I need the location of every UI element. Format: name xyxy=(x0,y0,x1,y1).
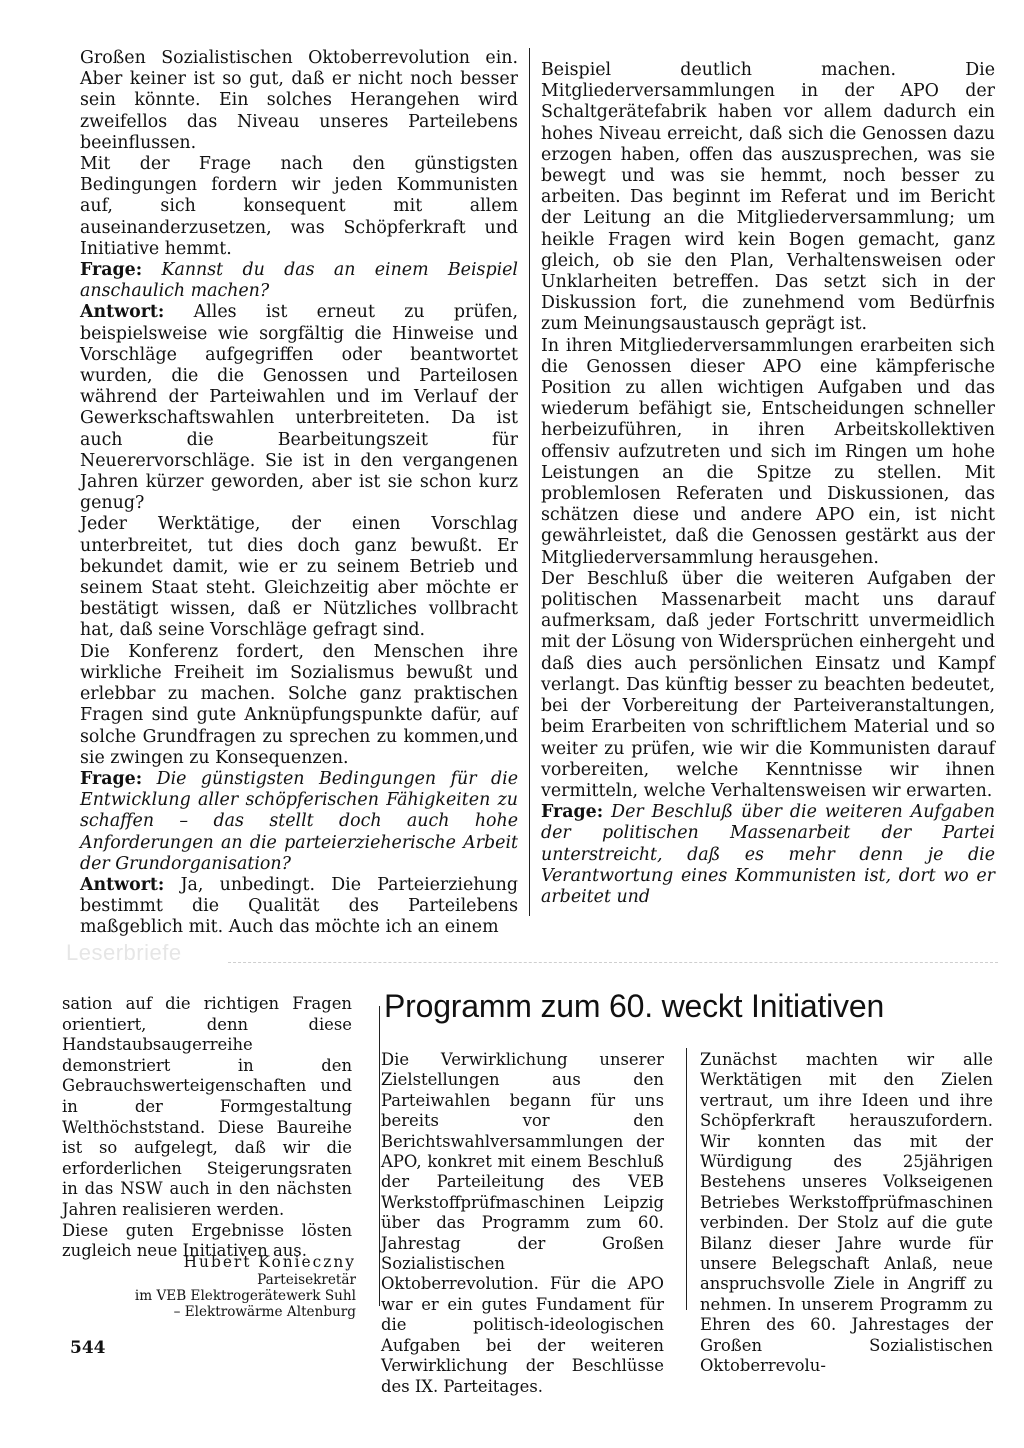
answer-label: Antwort: xyxy=(80,874,165,895)
answer-text: Alles ist erneut zu prüfen, beispielsweise wie sorgfältig die Hinweise und Vorschläge aufgegriffen oder beantwortet wurden, die die Genossen und Parteilosen während der Parteiwahlen und im Verlauf der Gewerkschaftswahlen unterbreiteten. Da ist auch die Bearbeitungszeit für Neuerervorschläge. Sie ist in den vergangenen Jahren kürzer geworden, aber ist sie schon kurz genug? xyxy=(80,302,518,514)
paragraph: Mit der Frage nach den günstigsten Bedingungen fordern wir jeden Kommunisten auf, sich konsequent mit allem auseinanderzusetzen, was Schöpferkraft und Initiative hemmt. xyxy=(80,154,518,259)
article-column-right xyxy=(541,60,995,908)
article-headline: Programm zum 60. weckt Initiativen xyxy=(384,988,885,1024)
author-affiliation: im VEB Elektrogerätewerk Suhl xyxy=(134,1288,356,1304)
question-label: Frage: xyxy=(541,802,604,823)
question-paragraph xyxy=(80,769,518,875)
question-label: Frage: xyxy=(80,768,143,789)
author-affiliation: – Elektrowärme Altenburg xyxy=(173,1304,356,1320)
paragraph: Jeder Werktätige, der einen Vorschlag unterbreitet, tut dies doch ganz bewußt. Er bekundet damit, wie er zu seinem Betrieb und seinem Staat steht. Gleichzeitig aber möchte er bestätigt wissen, daß er Nützliches vollbracht hat, daß seine Vorschläge gefragt sind. xyxy=(80,514,518,641)
article-column-left xyxy=(80,48,518,939)
column-divider xyxy=(686,1048,687,1310)
letter-column xyxy=(700,1050,993,1377)
paragraph: Zunächst machten wir alle Werktätigen mit den Zielen vertraut, um ihre Ideen und ihre Schöpferkraft herauszufordern. Wir konnten das mit der Würdigung des 25jährigen Bestehens unseres Volkseigenen Betriebes Werkstoffprüfmaschinen verbinden. Der Stolz auf die gute Bilanz dieser Jahre wurde für unsere Belegschaft Anlaß, neue anspruchsvolle Ziele in Angriff zu nehmen. In unserem Programm zu Ehren des 60. Jahrestages der Großen Sozialistischen Oktoberrevolu- xyxy=(700,1050,993,1376)
letter-column xyxy=(62,994,352,1262)
column-divider xyxy=(529,48,530,916)
paragraph: Die Konferenz fordert, den Menschen ihre wirkliche Freiheit im Sozialismus bewußt und erlebbar zu machen. Solche ganz praktischen Fragen sind gute Anknüpfungspunkte dafür, auf solche Grundfragen zu sprechen zu kommen,und sie zwingen zu Konsequenzen. xyxy=(80,641,518,768)
question-paragraph xyxy=(80,260,518,302)
paragraph: Der Beschluß über die weiteren Aufgaben der politischen Massenarbeit macht uns darauf aufmerksam, daß jeder Fortschritt unvermeidlich mit der Lösung von Widersprüchen einhergeht und daß dies auch persönlichen Einsatz und Kampf verlangt. Das künftig besser zu beachten bedeutet, bei der Vorbereitung der Parteiveranstaltungen, beim Erarbeiten von schriftlichem Material und so weiter zu prüfen, wie wir die Kommunisten darauf vorbereiten, welche Kenntnisse wir ihnen vermitteln, welche Verhaltensweisen wir erwarten. xyxy=(541,568,995,801)
question-text: Der Beschluß über die weiteren Aufgaben der politischen Massenarbeit der Partei unterstreicht, daß es mehr denn je die Verantwortung eines Kommunisten ist, dort wo er arbeitet und xyxy=(541,802,996,907)
answer-label: Antwort: xyxy=(80,302,165,323)
page-number: 544 xyxy=(70,1338,106,1358)
paragraph: In ihren Mitgliederversammlungen erarbeiten sich die Genossen dieser APO eine kämpferische Position zu allen wichtigen Aufgaben und das wiederum befähigt sie, Entscheidungen schneller herbeizuführen, in ihren Arbeitskollektiven offensiv aufzutreten und sich im Ringen um hohe Leistungen an die Spitze zu stellen. Mit problemlosen Referaten und Diskussionen, das schätzen diese und andere APO ein, ist nicht gewährleistet, daß die Genossen gestärkt aus der Mitgliederversammlung herausgehen. xyxy=(541,335,995,568)
answer-paragraph xyxy=(80,875,518,939)
paragraph: Beispiel deutlich machen. Die Mitgliederversammlungen in der APO der Schaltgerätefabrik haben vor allem dadurch ein hohes Niveau erreicht, daß sich die Genossen dazu erzogen haben, offen das auszusprechen, was sie bewegt und was sie hemmt, noch besser zu arbeiten. Das beginnt im Referat und im Bericht der Leitung an die Mitgliederversammlung; um heikle Fragen wird kein Bogen gemacht, ganz gleich, ob sie den Plan, Verhaltensweisen oder Unklarheiten betreffen. Das setzt sich in der Diskussion fort, die zunehmend vom Bedürfnis zum Meinungsaustausch geprägt ist. xyxy=(541,60,995,335)
paragraph: Diese guten Ergebnisse lösten zugleich neue Initiativen aus. xyxy=(62,1220,352,1261)
letter-column xyxy=(381,1050,664,1397)
question-label: Frage: xyxy=(80,260,143,281)
section-divider xyxy=(228,962,998,963)
question-text: Die günstigsten Bedingungen für die Entwicklung aller schöpferischen Fähigkeiten zu schaffen – das stellt doch auch hohe Anforderungen an die parteierzieherische Arbeit der Grundorganisation? xyxy=(80,768,519,874)
question-text: Kannst du das an einem Beispiel anschaulich machen? xyxy=(80,260,518,302)
author-name: Hubert Konieczny xyxy=(183,1253,356,1271)
answer-text: Ja, unbedingt. Die Parteierziehung bestimmt die Qualität des Parteilebens maßgeblich mit. Auch das möchte ich an einem xyxy=(80,874,518,938)
answer-paragraph xyxy=(80,302,518,514)
section-label: Leserbriefe xyxy=(66,940,182,965)
column-divider xyxy=(379,1006,380,1306)
paragraph: Die Verwirklichung unserer Zielstellungen aus den Parteiwahlen begann für uns bereits vor den Berichtswahlversammlungen der APO, konkret mit einem Beschluß der Parteileitung des VEB Werkstoffprüfmaschinen Leipzig über das Programm zum 60. Jahrestag der Großen Sozialistischen Oktoberrevolution. Für die APO war er ein gutes Fundament für die politisch-ideologischen Aufgaben bei der weiteren Verwirklichung der Beschlüsse des IX. Parteitages. xyxy=(381,1050,664,1396)
signature-block xyxy=(120,1252,356,1320)
question-paragraph xyxy=(541,802,995,908)
paragraph: sation auf die richtigen Fragen orientiert, denn diese Handstaubsaugerreihe demonstriert in den Gebrauchswerteigenschaften und in der Formgestaltung Welthöchststand. Diese Baureihe ist so aufgelegt, daß wir die erforderlichen Steigerungsraten in das NSW auch in den nächsten Jahren realisieren werden. xyxy=(62,994,352,1219)
paragraph: Großen Sozialistischen Oktoberrevolution ein. Aber keiner ist so gut, daß er nicht noch besser sein könnte. Ein solches Herangehen wird zweifellos das Niveau unseres Parteilebens beeinflussen. xyxy=(80,48,518,153)
author-role: Parteisekretär xyxy=(257,1272,356,1288)
